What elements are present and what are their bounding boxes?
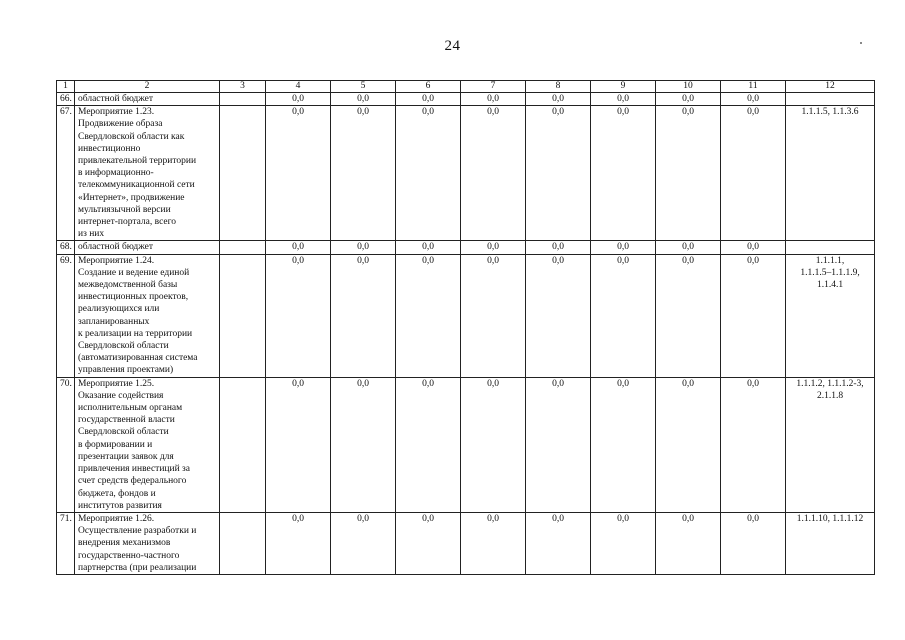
row-title-line: управления проектами) (78, 365, 174, 376)
row-title-line: Продвижение образа (78, 119, 163, 130)
value-cell: 0,0 (396, 106, 461, 241)
value-cell: 0,0 (266, 512, 331, 574)
target-indicator-refs (786, 93, 875, 106)
target-indicator-refs (786, 377, 875, 512)
value-cell: 0,0 (656, 254, 721, 377)
value-cell: 0,0 (331, 93, 396, 106)
value-cell: 0,0 (721, 106, 786, 241)
value-cell: 0,0 (396, 241, 461, 254)
table-row (57, 241, 875, 254)
value-cell: 0,0 (526, 512, 591, 574)
row-title (75, 254, 220, 377)
value-cell: 0,0 (396, 93, 461, 106)
header-cell: 1 (57, 81, 75, 93)
value-cell: 0,0 (461, 377, 526, 512)
value-cell: 0,0 (526, 241, 591, 254)
value-cell: 0,0 (331, 254, 396, 377)
row-title-line: внедрения механизмов (78, 538, 171, 549)
target-indicator-refs (786, 241, 875, 254)
ref-line: 1.1.1.2, 1.1.1.2-3, (796, 378, 864, 389)
ref-line: 1.1.1.5–1.1.1.9, (800, 267, 860, 278)
col3-cell (220, 254, 266, 377)
row-title-line: запланированных (78, 316, 150, 327)
header-cell: 3 (220, 81, 266, 93)
header-cell: 10 (656, 81, 721, 93)
value-cell: 0,0 (591, 512, 656, 574)
row-title-line: Осуществление разработки и (78, 526, 197, 537)
row-title (75, 377, 220, 512)
col3-cell (220, 512, 266, 574)
col3-cell (220, 106, 266, 241)
row-title-line: к реализации на территории (78, 328, 193, 339)
header-cell: 6 (396, 81, 461, 93)
value-cell: 0,0 (526, 254, 591, 377)
row-number: 66. (57, 93, 75, 106)
row-title-line: областной бюджет (78, 94, 154, 104)
value-cell: 0,0 (396, 377, 461, 512)
header-cell: 4 (266, 81, 331, 93)
row-title-line: «Интернет», продвижение (78, 192, 185, 203)
table-row (57, 254, 875, 377)
value-cell: 0,0 (266, 377, 331, 512)
scan-speck (860, 42, 862, 44)
table-row (57, 512, 875, 574)
ref-line: 1.1.1.5, 1.1.3.6 (801, 107, 859, 118)
page-number: 24 (444, 38, 461, 54)
row-title-line: Свердловской области как (78, 131, 185, 142)
value-cell: 0,0 (331, 512, 396, 574)
row-title-line: реализующихся или (78, 304, 160, 315)
value-cell: 0,0 (591, 93, 656, 106)
header-cell: 12 (786, 81, 875, 93)
row-number: 71. (57, 512, 75, 574)
row-title (75, 512, 220, 574)
row-title-line: привлекательной территории (78, 156, 197, 167)
row-title-line: презентации заявок для (78, 451, 174, 462)
row-title-line: Создание и ведение единой (78, 267, 190, 278)
value-cell: 0,0 (461, 241, 526, 254)
ref-line: 1.1.1.1, (815, 255, 845, 266)
row-title-line: (автоматизированная система (78, 353, 198, 364)
value-cell: 0,0 (266, 254, 331, 377)
header-cell: 5 (331, 81, 396, 93)
value-cell: 0,0 (656, 106, 721, 241)
program-table (56, 80, 875, 575)
value-cell: 0,0 (591, 377, 656, 512)
row-title-line: Мероприятие 1.24. (78, 255, 155, 266)
value-cell: 0,0 (591, 106, 656, 241)
row-title-line: бюджета, фондов и (78, 488, 156, 499)
row-title-line: Оказание содействия (78, 390, 164, 401)
row-number: 70. (57, 377, 75, 512)
value-cell: 0,0 (266, 93, 331, 106)
row-title-line: телекоммуникационной сети (78, 180, 195, 191)
row-title-line: в информационно- (78, 168, 154, 179)
row-title-line: Свердловской области (78, 341, 169, 352)
row-title-line: Мероприятие 1.23. (78, 107, 155, 118)
value-cell: 0,0 (591, 241, 656, 254)
header-cell: 11 (721, 81, 786, 93)
row-title-line: Свердловской области (78, 427, 169, 438)
row-title-line: институтов развития (78, 500, 162, 511)
value-cell: 0,0 (526, 377, 591, 512)
value-cell: 0,0 (591, 254, 656, 377)
table-row (57, 106, 875, 241)
value-cell: 0,0 (331, 106, 396, 241)
value-cell: 0,0 (331, 241, 396, 254)
value-cell: 0,0 (396, 512, 461, 574)
row-title (75, 241, 220, 254)
row-title (75, 106, 220, 241)
value-cell: 0,0 (396, 254, 461, 377)
table-header-row (57, 81, 875, 93)
header-cell: 2 (75, 81, 220, 93)
row-title (75, 93, 220, 106)
row-title-line: государственной власти (78, 415, 175, 426)
row-title-line: мультиязычной версии (78, 204, 171, 215)
ref-line: 1.1.1.10, 1.1.1.12 (796, 513, 864, 524)
row-title-line: партнерства (при реализации (78, 562, 197, 573)
row-title-line: из них (78, 229, 105, 240)
row-title-line: исполнительным органам (78, 403, 183, 414)
col3-cell (220, 241, 266, 254)
value-cell: 0,0 (461, 512, 526, 574)
table-row (57, 377, 875, 512)
row-title-line: счет средств федерального (78, 476, 187, 487)
value-cell: 0,0 (526, 106, 591, 241)
value-cell: 0,0 (526, 93, 591, 106)
ref-line: 2.1.1.8 (816, 390, 844, 401)
table-body (57, 81, 875, 575)
ref-line: 1.1.4.1 (816, 280, 844, 291)
value-cell: 0,0 (656, 377, 721, 512)
value-cell: 0,0 (331, 377, 396, 512)
value-cell: 0,0 (721, 512, 786, 574)
value-cell: 0,0 (461, 254, 526, 377)
value-cell: 0,0 (656, 241, 721, 254)
table-row (57, 93, 875, 106)
value-cell: 0,0 (721, 93, 786, 106)
row-title-line: интернет-портала, всего (78, 217, 177, 228)
value-cell: 0,0 (266, 241, 331, 254)
col3-cell (220, 377, 266, 512)
target-indicator-refs (786, 106, 875, 241)
row-title-line: инвестиционных проектов, (78, 292, 189, 303)
row-number: 68. (57, 241, 75, 254)
row-number: 69. (57, 254, 75, 377)
target-indicator-refs (786, 512, 875, 574)
row-title-line: государственно-частного (78, 550, 180, 561)
row-title-line: инвестиционно (78, 143, 141, 154)
value-cell: 0,0 (266, 106, 331, 241)
header-cell: 8 (526, 81, 591, 93)
header-cell: 7 (461, 81, 526, 93)
value-cell: 0,0 (656, 512, 721, 574)
target-indicator-refs (786, 254, 875, 377)
value-cell: 0,0 (721, 377, 786, 512)
row-title-line: в формировании и (78, 439, 153, 450)
col3-cell (220, 93, 266, 106)
value-cell: 0,0 (656, 93, 721, 106)
value-cell: 0,0 (461, 106, 526, 241)
row-title-line: Мероприятие 1.26. (78, 513, 155, 524)
value-cell: 0,0 (721, 241, 786, 254)
row-title-line: привлечения инвестиций за (78, 464, 191, 475)
value-cell: 0,0 (721, 254, 786, 377)
row-title-line: Мероприятие 1.25. (78, 378, 155, 389)
row-title-line: межведомственной базы (78, 280, 178, 291)
row-number: 67. (57, 106, 75, 241)
row-title-line: областной бюджет (78, 242, 154, 253)
header-cell: 9 (591, 81, 656, 93)
value-cell: 0,0 (461, 93, 526, 106)
